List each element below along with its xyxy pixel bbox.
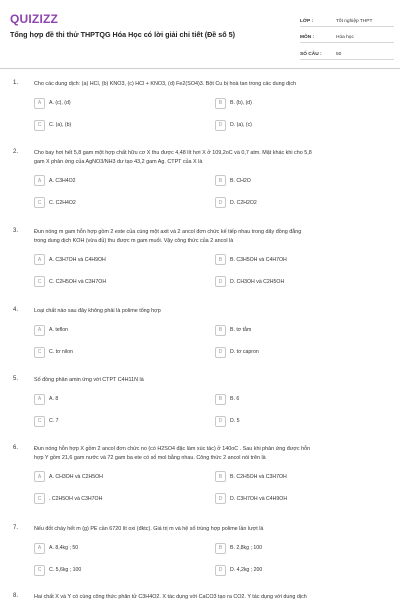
option-letter-box: A bbox=[34, 98, 45, 109]
answer-option-c[interactable] bbox=[34, 119, 212, 132]
option-text: B. C2H5OH và C3H7OH bbox=[230, 473, 287, 480]
answer-option-d[interactable] bbox=[215, 564, 393, 577]
option-text: D. tơ capron bbox=[230, 349, 259, 355]
answer-option-d[interactable] bbox=[215, 415, 393, 428]
option-letter-box: B bbox=[215, 394, 226, 405]
answer-option-b[interactable] bbox=[215, 324, 393, 337]
answer-option-c[interactable] bbox=[34, 275, 212, 288]
question-text bbox=[34, 80, 386, 89]
option-letter-box: A bbox=[34, 254, 45, 265]
option-text: B. C3H5OH và C4H7OH bbox=[230, 256, 287, 263]
question-text-line: Đun nóng m gam hỗn hợp gồm 2 este của cùng một axit và 2 ancol đơn chức kế tiếp nhau trong dãy đồng đẳng bbox=[34, 229, 302, 235]
option-text: D. C2H2O2 bbox=[230, 199, 257, 206]
answer-option-c[interactable] bbox=[34, 492, 212, 505]
option-text: B. 6 bbox=[230, 396, 240, 402]
question-text-line: trong dung dịch KOH (vừa đủ) thu được m gam muối. Vậy công thức của 2 ancol là bbox=[34, 237, 234, 244]
answer-option-a[interactable] bbox=[34, 470, 212, 483]
answer-option-b[interactable] bbox=[215, 393, 393, 406]
option-letter-box: A bbox=[34, 471, 45, 482]
option-text: . C2H5OH và C3H7OH bbox=[49, 495, 103, 502]
option-letter-box: B bbox=[215, 98, 226, 109]
option-text: D. C3H7OH và C4H9OH bbox=[230, 495, 288, 502]
option-letter-box: D bbox=[215, 493, 226, 504]
answer-option-b[interactable] bbox=[215, 97, 393, 110]
meta-row-count bbox=[300, 45, 394, 60]
option-text: C. C2H4O2 bbox=[49, 199, 76, 206]
option-letter-box: B bbox=[215, 325, 226, 336]
option-letter-box: C bbox=[34, 347, 45, 358]
question-number: 3. bbox=[13, 228, 19, 234]
meta-label: MÔN : bbox=[300, 35, 315, 40]
question-text-line: Số đồng phân amin ứng với CTPT C4H11N là bbox=[34, 377, 144, 383]
option-text: C. C2H5OH và C3H7OH bbox=[49, 278, 107, 285]
meta-label: LỚP : bbox=[300, 18, 314, 24]
question-text bbox=[34, 445, 386, 462]
answer-option-d[interactable] bbox=[215, 492, 393, 505]
meta-label: SỐ CÂU : bbox=[300, 51, 322, 57]
question-text-line: Hai chất X và Y có cùng công thức phân tử C3H4O2. X tác dụng với CaCO3 tạo ra CO2. Y tác dụng với dung dịch bbox=[34, 594, 307, 600]
question-text bbox=[34, 525, 386, 534]
answer-option-a[interactable] bbox=[34, 97, 212, 110]
answer-option-a[interactable] bbox=[34, 253, 212, 266]
question-text-line: gam X phản ứng của AgNO3/NH3 dư tạo 43,2 gam Ag. CTPT của X là bbox=[34, 158, 203, 165]
question-text-line: Loại chất nào sau đây không phải là polime tổng hợp bbox=[34, 308, 161, 314]
option-letter-box: C bbox=[34, 276, 45, 287]
option-text: D. 4,2kg ; 200 bbox=[230, 567, 263, 573]
question-text bbox=[34, 376, 386, 385]
option-letter-box: B bbox=[215, 543, 226, 554]
option-text: D. 5 bbox=[230, 418, 240, 424]
answer-option-c[interactable] bbox=[34, 196, 212, 209]
question-number: 5. bbox=[13, 376, 19, 382]
question-text bbox=[34, 307, 386, 316]
option-text: B. 2,8kg ; 100 bbox=[230, 545, 263, 551]
option-letter-box: A bbox=[34, 543, 45, 554]
answer-option-a[interactable] bbox=[34, 174, 212, 187]
option-letter-box: D bbox=[215, 120, 226, 131]
option-text: A. C3H7OH và C4H9OH bbox=[49, 256, 106, 263]
option-letter-box: A bbox=[34, 325, 45, 336]
meta-value: Hóa học bbox=[336, 35, 354, 40]
question-text-line: hợp Y gồm 21,6 gam nước và 72 gam ba ete có số mol bằng nhau. Công thức 2 ancol nói trên là bbox=[34, 454, 266, 461]
answer-option-c[interactable] bbox=[34, 415, 212, 428]
question-number: 4. bbox=[13, 307, 19, 313]
option-letter-box: D bbox=[215, 276, 226, 287]
question-number: 8. bbox=[13, 593, 19, 599]
option-letter-box: C bbox=[34, 197, 45, 208]
question-text-line: Nếu đốt cháy hết m (g) PE cần 6720 lít oxi (đktc). Giá trị m và hệ số trùng hợp polime lần lượt là bbox=[34, 526, 264, 532]
option-text: D. CH3OH và C2H5OH bbox=[230, 278, 285, 285]
option-text: B. tơ tằm bbox=[230, 327, 252, 333]
answer-option-b[interactable] bbox=[215, 542, 393, 555]
option-text: A. 8 bbox=[49, 396, 59, 402]
option-text: C. 7 bbox=[49, 418, 59, 424]
question-text bbox=[34, 593, 386, 600]
option-text: C. 5,6kg ; 100 bbox=[49, 567, 82, 573]
question-text bbox=[34, 228, 386, 245]
option-text: C. (a), (b) bbox=[49, 122, 72, 128]
answer-option-d[interactable] bbox=[215, 196, 393, 209]
question-text-line: Cho bay hơi hết 5,8 gam một hợp chất hữu cơ X thu được 4,48 lít hơi X ở 109,2oC và 0,7 atm. Mặt khác khi cho 5,8 bbox=[34, 150, 312, 156]
answer-option-b[interactable] bbox=[215, 174, 393, 187]
answer-option-b[interactable] bbox=[215, 470, 393, 483]
question-text-line: Cho các dung dịch: (a) HCl, (b) KNO3, (c) HCl + KNO3, (d) Fe2(SO4)3. Bột Cu bị hoà tan trong các dung dịch bbox=[34, 81, 297, 87]
answer-option-c[interactable] bbox=[34, 346, 212, 359]
option-letter-box: D bbox=[215, 197, 226, 208]
answer-option-a[interactable] bbox=[34, 542, 212, 555]
option-text: A. 8,4kg ; 50 bbox=[49, 545, 79, 551]
option-letter-box: B bbox=[215, 175, 226, 186]
answer-option-c[interactable] bbox=[34, 564, 212, 577]
question-text bbox=[34, 149, 386, 166]
answer-option-b[interactable] bbox=[215, 253, 393, 266]
option-text: D. (a), (c) bbox=[230, 122, 252, 128]
question-number: 2. bbox=[13, 149, 19, 155]
meta-row-grade bbox=[300, 12, 394, 27]
option-letter-box: C bbox=[34, 493, 45, 504]
answer-option-d[interactable] bbox=[215, 275, 393, 288]
option-letter-box: D bbox=[215, 347, 226, 358]
page-title: Tổng hợp đề thi thử THPTQG Hóa Học có lời giải chi tiết (Đề số 5) bbox=[10, 30, 236, 39]
answer-option-d[interactable] bbox=[215, 346, 393, 359]
option-text: A. (c), (d) bbox=[49, 100, 71, 106]
option-letter-box: C bbox=[34, 565, 45, 576]
worksheet-header bbox=[0, 0, 400, 66]
meta-row-subject bbox=[300, 29, 394, 44]
option-letter-box: B bbox=[215, 471, 226, 482]
header-divider bbox=[0, 68, 400, 69]
question-number: 7. bbox=[13, 525, 19, 531]
option-text: B. (b), (d) bbox=[230, 100, 252, 106]
question-text-line: Đun nóng hỗn hợp X gồm 2 ancol đơn chức no (có H2SO4 đặc làm xúc tác) ở 140oC . Sau khi phản ứng được hỗn bbox=[34, 446, 311, 452]
option-letter-box: D bbox=[215, 565, 226, 576]
answer-option-d[interactable] bbox=[215, 119, 393, 132]
option-letter-box: A bbox=[34, 394, 45, 405]
answer-option-a[interactable] bbox=[34, 324, 212, 337]
option-text: C. tơ nilon bbox=[49, 349, 73, 355]
question-number: 1. bbox=[13, 80, 19, 86]
question-number: 6. bbox=[13, 445, 19, 451]
worksheet-meta bbox=[300, 12, 394, 62]
option-text: A. CH3OH và C2H5OH bbox=[49, 473, 103, 480]
option-text: A. C3H4O2 bbox=[49, 177, 76, 184]
meta-value: Tốt nghiệp THPT bbox=[336, 18, 373, 24]
option-letter-box: A bbox=[34, 175, 45, 186]
option-text: B. CH2O bbox=[230, 177, 251, 184]
option-letter-box: D bbox=[215, 416, 226, 427]
quizizz-logo: QUIZIZZ bbox=[10, 12, 59, 26]
meta-value: 50 bbox=[336, 51, 342, 57]
option-letter-box: B bbox=[215, 254, 226, 265]
answer-option-a[interactable] bbox=[34, 393, 212, 406]
option-letter-box: C bbox=[34, 416, 45, 427]
option-letter-box: C bbox=[34, 120, 45, 131]
option-text: A. teflon bbox=[49, 327, 69, 333]
